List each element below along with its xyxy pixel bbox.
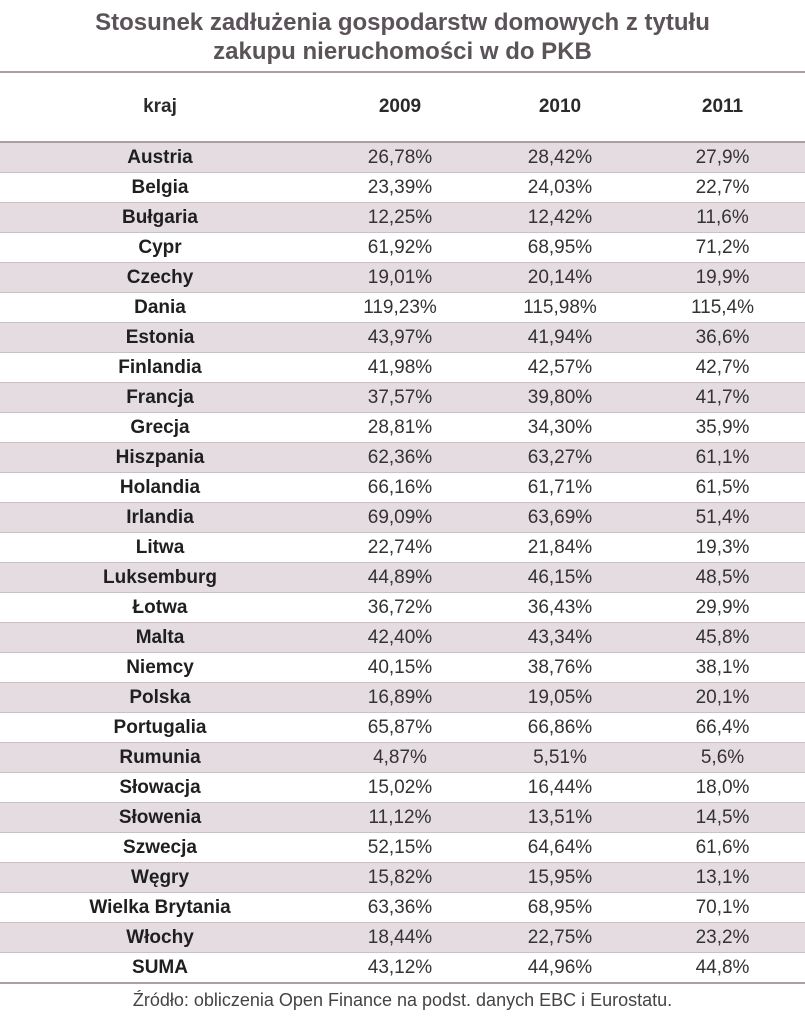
table-row	[0, 473, 805, 503]
country-cell: SUMA	[0, 953, 320, 984]
value-2010-cell: 28,42%	[480, 142, 640, 173]
header-country: kraj	[0, 73, 320, 142]
value-2010-cell: 20,14%	[480, 263, 640, 293]
value-2011-cell: 38,1%	[640, 653, 805, 683]
country-cell: Słowacja	[0, 773, 320, 803]
table-row	[0, 263, 805, 293]
country-cell: Węgry	[0, 863, 320, 893]
table-body	[0, 142, 805, 983]
value-2011-cell: 44,8%	[640, 953, 805, 984]
value-2010-cell: 42,57%	[480, 353, 640, 383]
value-2009-cell: 119,23%	[320, 293, 480, 323]
value-2010-cell: 34,30%	[480, 413, 640, 443]
table-row	[0, 773, 805, 803]
table-row	[0, 893, 805, 923]
table-row	[0, 923, 805, 953]
value-2010-cell: 22,75%	[480, 923, 640, 953]
table-row	[0, 413, 805, 443]
value-2010-cell: 44,96%	[480, 953, 640, 984]
data-table	[0, 73, 805, 984]
country-cell: Rumunia	[0, 743, 320, 773]
value-2011-cell: 22,7%	[640, 173, 805, 203]
table-row	[0, 563, 805, 593]
header-row	[0, 73, 805, 142]
value-2011-cell: 61,5%	[640, 473, 805, 503]
country-cell: Grecja	[0, 413, 320, 443]
table-row	[0, 323, 805, 353]
table-row	[0, 593, 805, 623]
country-cell: Malta	[0, 623, 320, 653]
value-2010-cell: 115,98%	[480, 293, 640, 323]
country-cell: Szwecja	[0, 833, 320, 863]
value-2009-cell: 41,98%	[320, 353, 480, 383]
country-cell: Wielka Brytania	[0, 893, 320, 923]
value-2011-cell: 5,6%	[640, 743, 805, 773]
value-2011-cell: 51,4%	[640, 503, 805, 533]
value-2011-cell: 35,9%	[640, 413, 805, 443]
value-2009-cell: 61,92%	[320, 233, 480, 263]
table-row	[0, 623, 805, 653]
value-2009-cell: 26,78%	[320, 142, 480, 173]
value-2009-cell: 42,40%	[320, 623, 480, 653]
value-2010-cell: 38,76%	[480, 653, 640, 683]
value-2010-cell: 43,34%	[480, 623, 640, 653]
country-cell: Łotwa	[0, 593, 320, 623]
value-2010-cell: 21,84%	[480, 533, 640, 563]
chart-title-line-1: Stosunek zadłużenia gospodarstw domowych z tytułu	[95, 9, 710, 36]
value-2009-cell: 63,36%	[320, 893, 480, 923]
value-2010-cell: 36,43%	[480, 593, 640, 623]
value-2010-cell: 19,05%	[480, 683, 640, 713]
value-2009-cell: 12,25%	[320, 203, 480, 233]
value-2010-cell: 68,95%	[480, 233, 640, 263]
table-row	[0, 293, 805, 323]
country-cell: Holandia	[0, 473, 320, 503]
value-2009-cell: 36,72%	[320, 593, 480, 623]
value-2011-cell: 20,1%	[640, 683, 805, 713]
header-2011: 2011	[640, 73, 805, 142]
value-2011-cell: 11,6%	[640, 203, 805, 233]
value-2011-cell: 45,8%	[640, 623, 805, 653]
table-row	[0, 683, 805, 713]
value-2010-cell: 66,86%	[480, 713, 640, 743]
value-2010-cell: 61,71%	[480, 473, 640, 503]
country-cell: Austria	[0, 142, 320, 173]
value-2009-cell: 44,89%	[320, 563, 480, 593]
country-cell: Irlandia	[0, 503, 320, 533]
value-2009-cell: 43,97%	[320, 323, 480, 353]
value-2009-cell: 19,01%	[320, 263, 480, 293]
table-row	[0, 803, 805, 833]
value-2009-cell: 11,12%	[320, 803, 480, 833]
value-2011-cell: 66,4%	[640, 713, 805, 743]
value-2010-cell: 41,94%	[480, 323, 640, 353]
value-2011-cell: 14,5%	[640, 803, 805, 833]
value-2011-cell: 115,4%	[640, 293, 805, 323]
table-row	[0, 833, 805, 863]
country-cell: Słowenia	[0, 803, 320, 833]
value-2010-cell: 16,44%	[480, 773, 640, 803]
value-2010-cell: 24,03%	[480, 173, 640, 203]
value-2010-cell: 63,27%	[480, 443, 640, 473]
value-2009-cell: 65,87%	[320, 713, 480, 743]
country-cell: Francja	[0, 383, 320, 413]
table-row	[0, 383, 805, 413]
country-cell: Hiszpania	[0, 443, 320, 473]
value-2010-cell: 12,42%	[480, 203, 640, 233]
country-cell: Litwa	[0, 533, 320, 563]
country-cell: Belgia	[0, 173, 320, 203]
table-row	[0, 503, 805, 533]
value-2009-cell: 18,44%	[320, 923, 480, 953]
country-cell: Bułgaria	[0, 203, 320, 233]
value-2010-cell: 5,51%	[480, 743, 640, 773]
value-2011-cell: 42,7%	[640, 353, 805, 383]
table-row	[0, 443, 805, 473]
value-2009-cell: 69,09%	[320, 503, 480, 533]
value-2011-cell: 61,6%	[640, 833, 805, 863]
value-2010-cell: 15,95%	[480, 863, 640, 893]
value-2010-cell: 63,69%	[480, 503, 640, 533]
header-2009: 2009	[320, 73, 480, 142]
value-2009-cell: 43,12%	[320, 953, 480, 984]
chart-title	[0, 8, 805, 66]
value-2009-cell: 52,15%	[320, 833, 480, 863]
table-row	[0, 863, 805, 893]
value-2009-cell: 37,57%	[320, 383, 480, 413]
chart-title-line-2: zakupu nieruchomości w do PKB	[213, 38, 592, 65]
value-2009-cell: 28,81%	[320, 413, 480, 443]
value-2011-cell: 13,1%	[640, 863, 805, 893]
value-2011-cell: 29,9%	[640, 593, 805, 623]
value-2009-cell: 16,89%	[320, 683, 480, 713]
value-2010-cell: 64,64%	[480, 833, 640, 863]
value-2011-cell: 70,1%	[640, 893, 805, 923]
country-cell: Polska	[0, 683, 320, 713]
value-2009-cell: 66,16%	[320, 473, 480, 503]
value-2009-cell: 40,15%	[320, 653, 480, 683]
country-cell: Cypr	[0, 233, 320, 263]
value-2011-cell: 36,6%	[640, 323, 805, 353]
value-2011-cell: 19,9%	[640, 263, 805, 293]
country-cell: Dania	[0, 293, 320, 323]
value-2011-cell: 61,1%	[640, 443, 805, 473]
value-2011-cell: 27,9%	[640, 142, 805, 173]
value-2011-cell: 71,2%	[640, 233, 805, 263]
value-2010-cell: 68,95%	[480, 893, 640, 923]
country-cell: Luksemburg	[0, 563, 320, 593]
country-cell: Finlandia	[0, 353, 320, 383]
value-2011-cell: 41,7%	[640, 383, 805, 413]
country-cell: Niemcy	[0, 653, 320, 683]
country-cell: Włochy	[0, 923, 320, 953]
value-2009-cell: 15,02%	[320, 773, 480, 803]
value-2010-cell: 46,15%	[480, 563, 640, 593]
source-note: Źródło: obliczenia Open Finance na podst. danych EBC i Eurostatu.	[132, 990, 673, 1010]
value-2009-cell: 23,39%	[320, 173, 480, 203]
value-2009-cell: 15,82%	[320, 863, 480, 893]
table-row	[0, 743, 805, 773]
table-row	[0, 953, 805, 984]
table-row	[0, 713, 805, 743]
table-row	[0, 173, 805, 203]
value-2011-cell: 18,0%	[640, 773, 805, 803]
country-cell: Czechy	[0, 263, 320, 293]
value-2010-cell: 39,80%	[480, 383, 640, 413]
value-2011-cell: 48,5%	[640, 563, 805, 593]
value-2011-cell: 23,2%	[640, 923, 805, 953]
value-2009-cell: 22,74%	[320, 533, 480, 563]
table-row	[0, 233, 805, 263]
table-row	[0, 353, 805, 383]
table-row	[0, 142, 805, 173]
header-2010: 2010	[480, 73, 640, 142]
table-row	[0, 653, 805, 683]
table-row	[0, 203, 805, 233]
country-cell: Portugalia	[0, 713, 320, 743]
value-2009-cell: 4,87%	[320, 743, 480, 773]
value-2009-cell: 62,36%	[320, 443, 480, 473]
table-row	[0, 533, 805, 563]
value-2010-cell: 13,51%	[480, 803, 640, 833]
country-cell: Estonia	[0, 323, 320, 353]
value-2011-cell: 19,3%	[640, 533, 805, 563]
